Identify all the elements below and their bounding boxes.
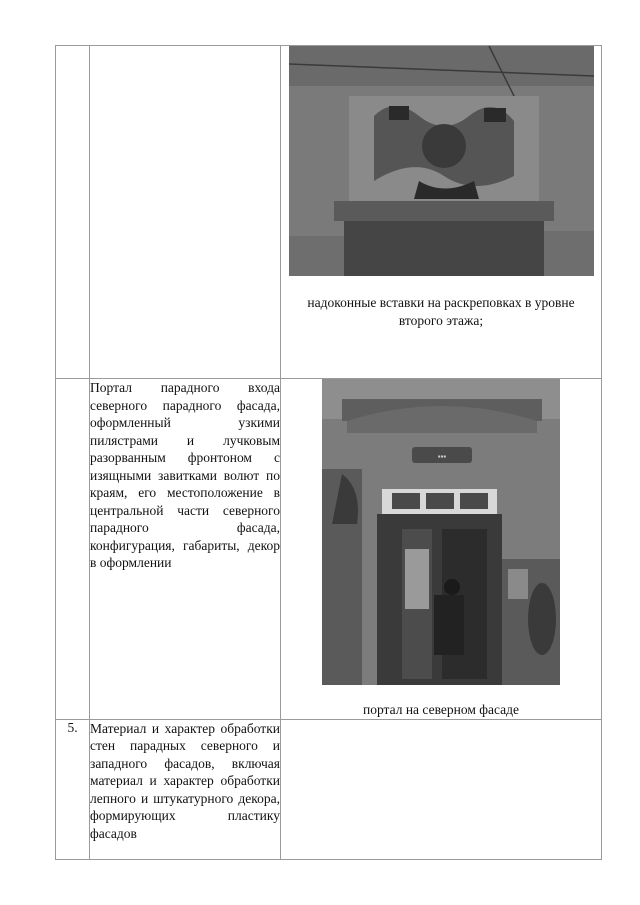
row-description-cell: Материал и характер обработки стен парадных северного и западного фасадов, включая материал и характер обработки лепного и штукатурного декора, формирующих пластику фасадов (90, 719, 281, 859)
row-number-cell (56, 46, 90, 379)
row-photo-cell (281, 379, 602, 720)
table-row (56, 719, 602, 859)
document-table (55, 45, 602, 860)
svg-text:▪▪▪: ▪▪▪ (437, 452, 447, 461)
window-insert-photo (289, 46, 594, 276)
row-number-cell: 5. (56, 719, 90, 859)
row-photo-cell (281, 46, 602, 379)
photo-caption: портал на северном фасаде (363, 702, 519, 717)
row-description-cell: Портал парадного входа северного парадного фасада, оформленный узкими пилястрами и лучковым разорванным фронтоном с изящными завитками волют по краям, его местоположение в центральной части северного парадного фасада, конфигурация, габариты, декор в оформлении (90, 379, 281, 720)
north-portal-photo (322, 379, 560, 685)
photo-caption: надоконные вставки на раскреповках в уровне второго этажа; (307, 295, 575, 328)
table-row (56, 379, 602, 720)
row-photo-cell (281, 719, 602, 859)
table-row (56, 46, 602, 379)
row-description-cell (90, 46, 281, 379)
row-number-cell (56, 379, 90, 720)
